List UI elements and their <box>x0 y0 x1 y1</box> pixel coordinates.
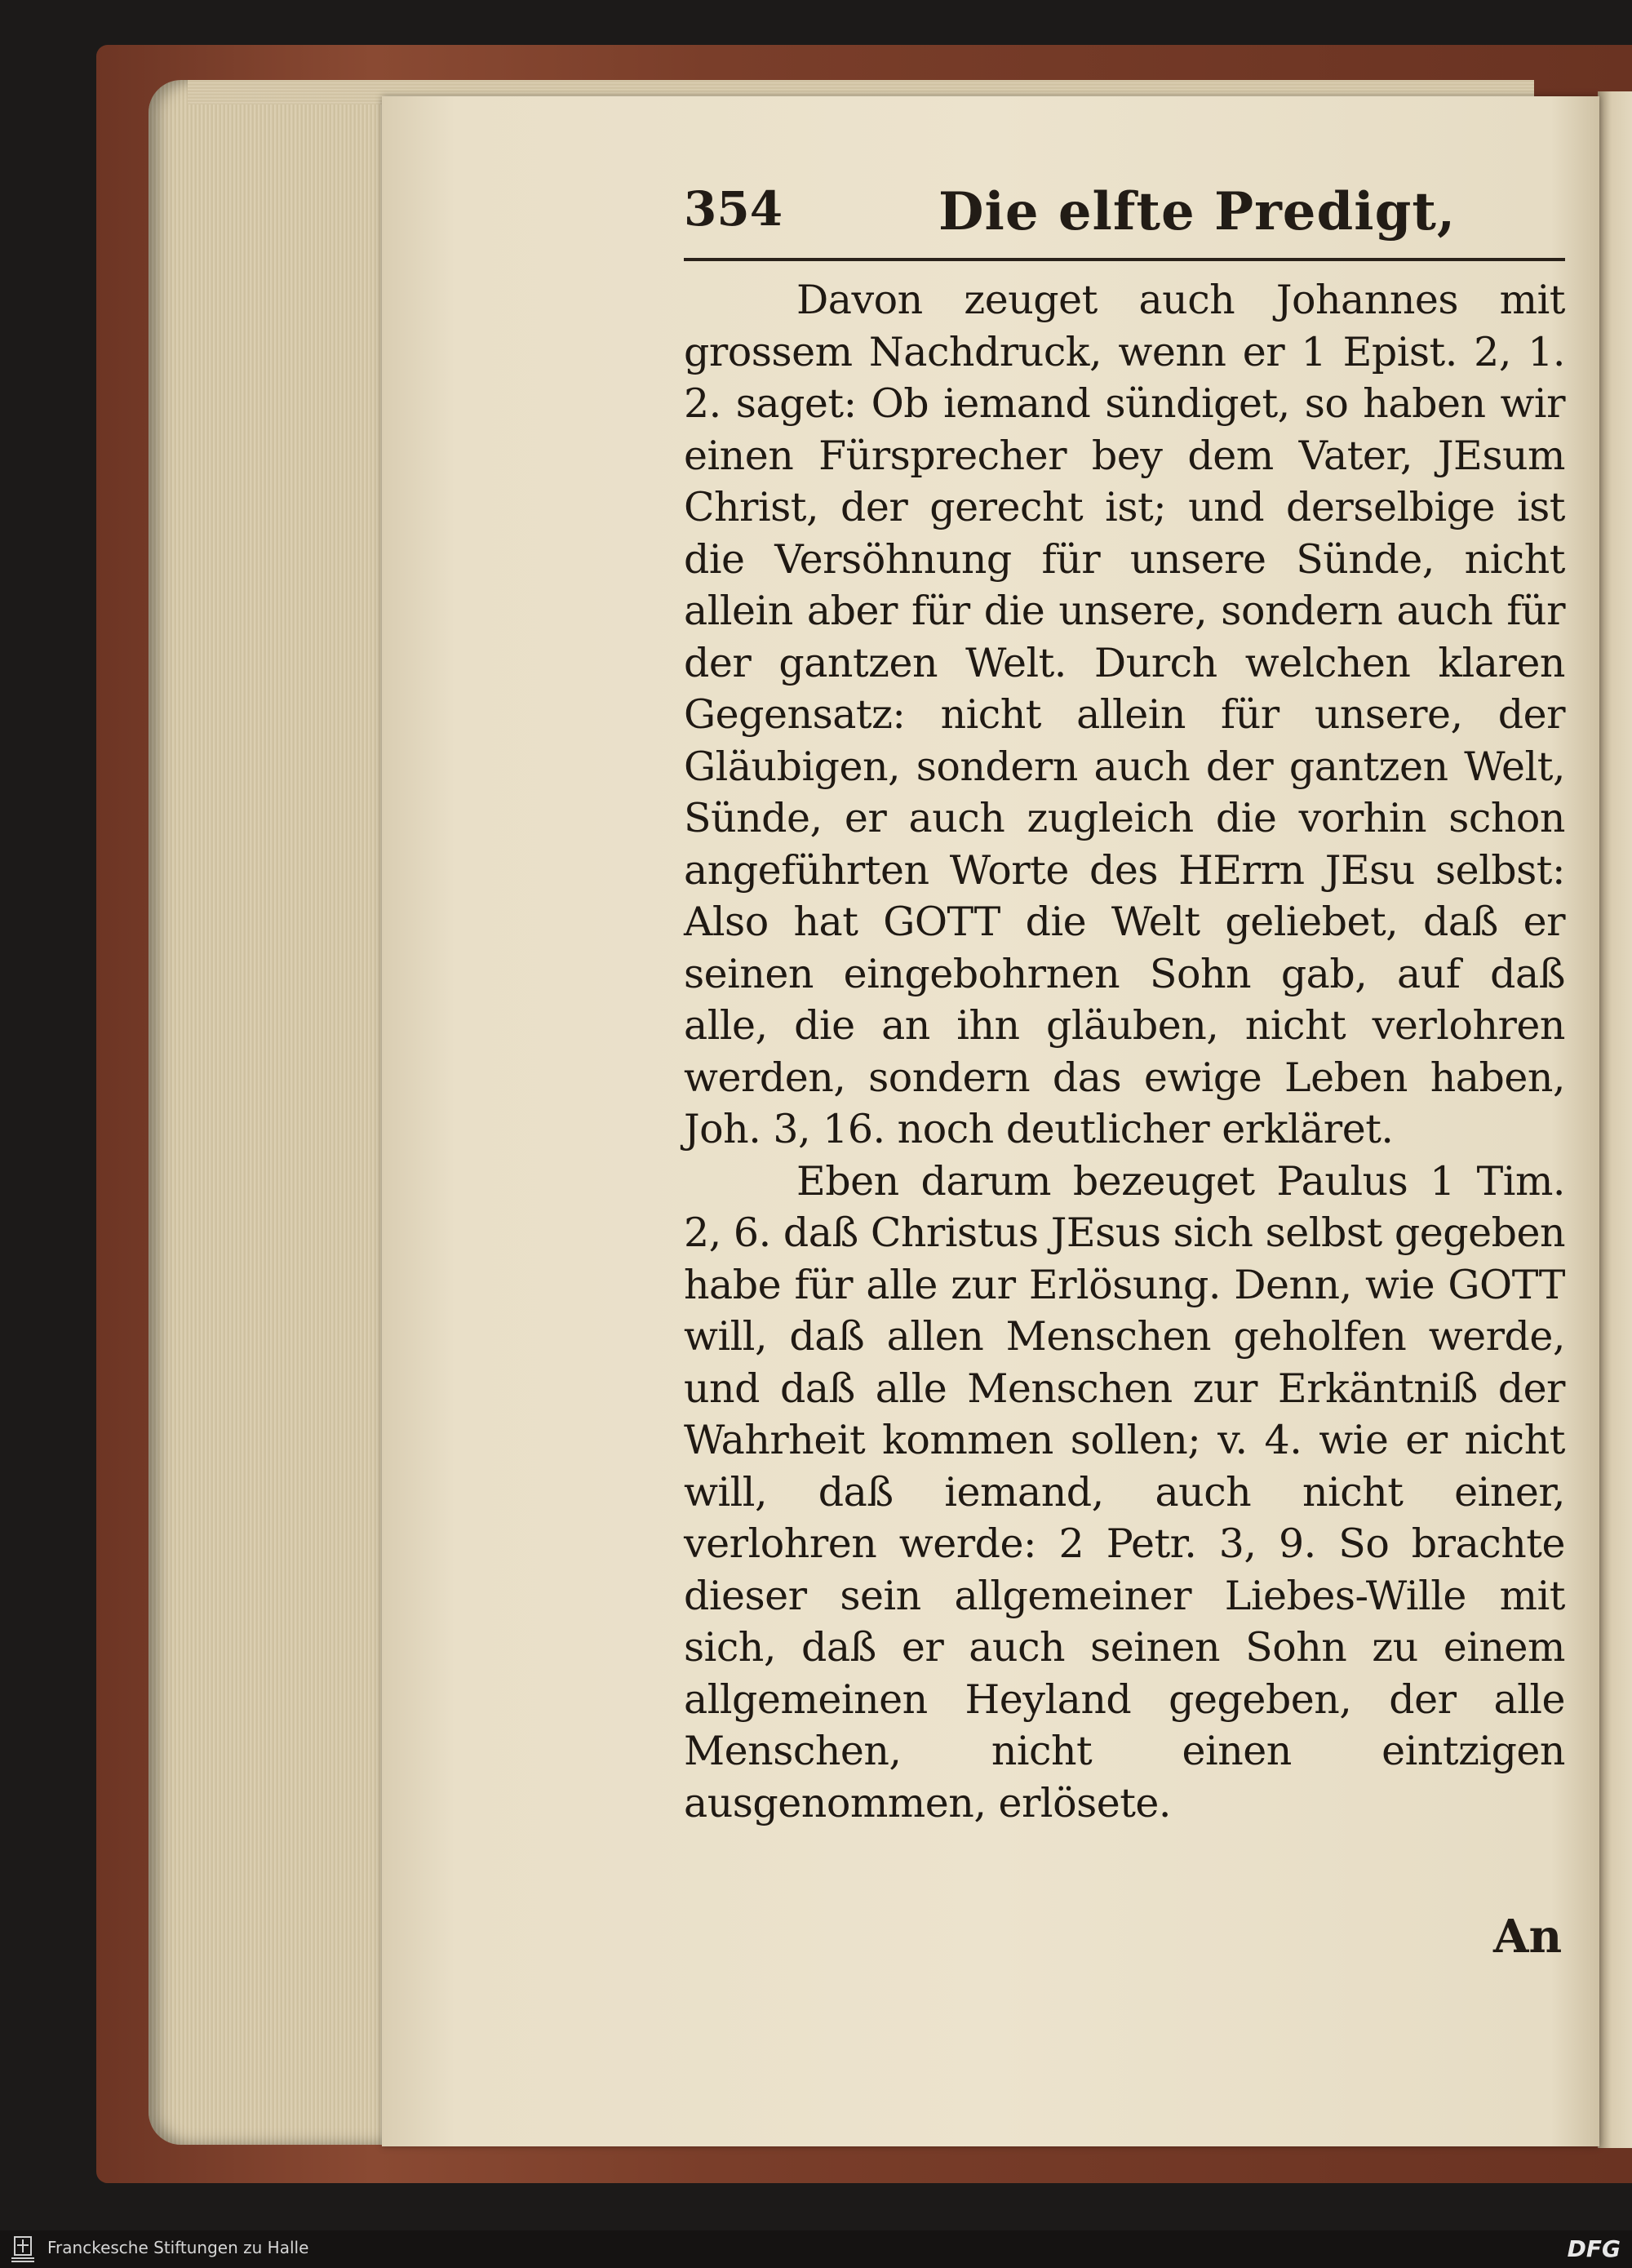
page-number: 354 <box>684 181 783 237</box>
paragraph: Davon zeuget auch Johannes mit grossem Nachdruck, wenn er 1 Epist. 2, 1. 2. saget: Ob iemand sündiget, so haben wir einen Fürsprecher bey dem Vater, JEsum Christ, der gerecht ist; und derselbige ist die Versöhnung für unsere Sünde, nicht allein aber für die unsere, sondern auch für der gantzen Welt. Durch welchen klaren Gegensatz: nicht allein für unsere, der Gläubigen, sondern auch der gantzen Welt, Sünde, er auch zugleich die vorhin schon angeführten Worte des HErrn JEsu selbst: Also hat GOTT die Welt geliebet, daß er seinen eingebohrnen Sohn gab, auf daß alle, die an ihn gläuben, nicht verlohren werden, sondern das ewige Leben haben, Joh. 3, 16. noch deutlicher erkläret. <box>684 277 1565 1152</box>
book-page-edges <box>149 80 393 2145</box>
facing-page-edge <box>1598 91 1632 2148</box>
header-rule <box>684 258 1565 261</box>
institution-name: Franckesche Stiftungen zu Halle <box>47 2238 309 2257</box>
francke-foundation-seal-icon <box>8 2234 38 2265</box>
dfg-logo: DFG <box>1567 2235 1621 2262</box>
page-text <box>684 274 1565 1829</box>
footer-bar <box>0 2230 1632 2268</box>
page-header <box>684 181 1565 246</box>
paragraph: Eben darum bezeuget Paulus 1 Tim. 2, 6. daß Christus JEsus sich selbst gegeben habe für alle zur Erlösung. Denn, wie GOTT will, daß allen Menschen geholfen werde, und daß alle Menschen zur Erkäntniß der Wahrheit kommen sollen; v. 4. wie er nicht will, daß iemand, auch nicht einer, verlohren werde: 2 Petr. 3, 9. So brachte dieser sein allgemeiner Liebes-Wille mit sich, daß er auch seinen Sohn zu einem allgemeinen Heyland gegeben, der alle Menschen, nicht einen eintzigen ausgenommen, erlösete. <box>684 1157 1565 1826</box>
catchword: An <box>1493 1910 1563 1964</box>
running-title: Die elfte Predigt, <box>938 181 1457 242</box>
